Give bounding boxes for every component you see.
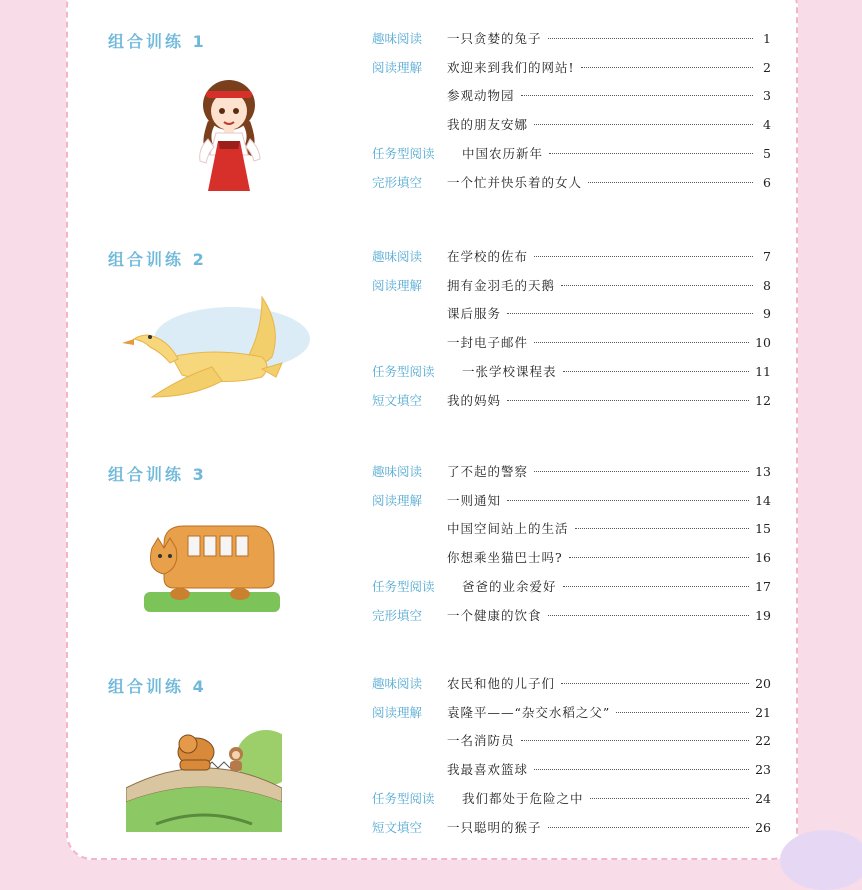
page-number: 26 bbox=[755, 820, 771, 835]
leader-dots bbox=[581, 67, 753, 68]
section-title: 组合训练 2 bbox=[108, 250, 207, 269]
category-label: 短文填空 bbox=[372, 820, 423, 835]
leader-dots bbox=[563, 371, 750, 372]
entry-title: 你想乘坐猫巴士吗? bbox=[447, 550, 563, 565]
leader-dots bbox=[548, 615, 750, 616]
category-label: 阅读理解 bbox=[372, 493, 423, 508]
entry-title: 中国空间站上的生活 bbox=[447, 521, 569, 536]
toc-row[interactable] bbox=[0, 674, 862, 694]
leader-dots bbox=[521, 95, 753, 96]
leader-dots bbox=[521, 740, 750, 741]
leader-dots bbox=[534, 342, 749, 343]
category-label: 任务型阅读 bbox=[372, 364, 435, 379]
toc-row[interactable] bbox=[0, 462, 862, 482]
toc-row[interactable] bbox=[0, 731, 862, 751]
page-number: 10 bbox=[755, 335, 771, 350]
entry-title: 一张学校课程表 bbox=[462, 364, 557, 379]
category-label: 短文填空 bbox=[372, 393, 423, 408]
leader-dots bbox=[507, 500, 749, 501]
page-number: 2 bbox=[763, 60, 771, 75]
entry-title: 我们都处于危险之中 bbox=[462, 791, 584, 806]
toc-row[interactable] bbox=[0, 304, 862, 324]
page-number: 12 bbox=[755, 393, 771, 408]
page-number: 17 bbox=[755, 579, 771, 594]
entry-title: 一则通知 bbox=[447, 493, 502, 508]
leader-dots bbox=[534, 124, 753, 125]
toc-row[interactable] bbox=[0, 333, 862, 353]
page-number: 22 bbox=[755, 733, 771, 748]
category-label: 趣味阅读 bbox=[372, 31, 423, 46]
section-title: 组合训练 4 bbox=[108, 677, 207, 696]
page-number: 8 bbox=[763, 278, 771, 293]
section-title: 组合训练 3 bbox=[108, 465, 207, 484]
toc-row[interactable] bbox=[0, 818, 862, 838]
page-number: 5 bbox=[763, 146, 771, 161]
category-label: 完形填空 bbox=[372, 608, 423, 623]
page-number: 15 bbox=[755, 521, 771, 536]
page-number: 20 bbox=[755, 676, 771, 691]
entry-title: 了不起的警察 bbox=[447, 464, 529, 479]
toc-row[interactable] bbox=[0, 606, 862, 626]
toc-row[interactable] bbox=[0, 247, 862, 267]
leader-dots bbox=[534, 256, 753, 257]
page-number: 3 bbox=[763, 88, 771, 103]
toc-row[interactable] bbox=[0, 115, 862, 135]
entry-title: 农民和他的儿子们 bbox=[447, 676, 556, 691]
entry-title: 参观动物园 bbox=[447, 88, 515, 103]
page-number: 19 bbox=[755, 608, 771, 623]
entry-title: 一封电子邮件 bbox=[447, 335, 529, 350]
toc-row[interactable] bbox=[0, 491, 862, 511]
leader-dots bbox=[507, 400, 749, 401]
leader-dots bbox=[561, 285, 753, 286]
toc-row[interactable] bbox=[0, 548, 862, 568]
leader-dots bbox=[561, 683, 749, 684]
leader-dots bbox=[588, 182, 753, 183]
category-label: 趣味阅读 bbox=[372, 464, 423, 479]
category-label: 完形填空 bbox=[372, 175, 423, 190]
entry-title: 一个忙并快乐着的女人 bbox=[447, 175, 583, 190]
toc-row[interactable] bbox=[0, 58, 862, 78]
entry-title: 一只聪明的猴子 bbox=[447, 820, 542, 835]
category-label: 阅读理解 bbox=[372, 60, 423, 75]
toc-row[interactable] bbox=[0, 86, 862, 106]
toc-row[interactable] bbox=[0, 29, 862, 49]
leader-dots bbox=[563, 586, 750, 587]
category-label: 任务型阅读 bbox=[372, 146, 435, 161]
page-number: 16 bbox=[755, 550, 771, 565]
toc-row[interactable] bbox=[0, 276, 862, 296]
page-number: 21 bbox=[755, 705, 771, 720]
entry-title: 我最喜欢篮球 bbox=[447, 762, 529, 777]
entry-title: 我的妈妈 bbox=[447, 393, 502, 408]
page-number: 7 bbox=[763, 249, 771, 264]
page-number: 6 bbox=[763, 175, 771, 190]
page-number: 13 bbox=[755, 464, 771, 479]
leader-dots bbox=[590, 798, 750, 799]
toc-row[interactable] bbox=[0, 144, 862, 164]
toc-row[interactable] bbox=[0, 789, 862, 809]
entry-title: 爸爸的业余爱好 bbox=[462, 579, 557, 594]
category-label: 趣味阅读 bbox=[372, 249, 423, 264]
page-number: 1 bbox=[763, 31, 771, 46]
category-label: 趣味阅读 bbox=[372, 676, 423, 691]
page-number: 11 bbox=[755, 364, 771, 379]
entry-title: 欢迎来到我们的网站! bbox=[447, 60, 575, 75]
leader-dots bbox=[569, 557, 749, 558]
page-number: 9 bbox=[763, 306, 771, 321]
entry-title: 中国农历新年 bbox=[462, 146, 544, 161]
entry-title: 一只贪婪的兔子 bbox=[447, 31, 542, 46]
leader-dots bbox=[548, 827, 750, 828]
decorative-blob bbox=[780, 830, 862, 890]
entry-title: 我的朋友安娜 bbox=[447, 117, 529, 132]
leader-dots bbox=[548, 38, 753, 39]
entry-title: 在学校的佐布 bbox=[447, 249, 529, 264]
category-label: 阅读理解 bbox=[372, 705, 423, 720]
toc-row[interactable] bbox=[0, 391, 862, 411]
leader-dots bbox=[549, 153, 753, 154]
page-number: 14 bbox=[755, 493, 771, 508]
toc-row[interactable] bbox=[0, 362, 862, 382]
leader-dots bbox=[534, 471, 749, 472]
leader-dots bbox=[616, 712, 749, 713]
category-label: 任务型阅读 bbox=[372, 791, 435, 806]
leader-dots bbox=[575, 528, 750, 529]
toc-row[interactable] bbox=[0, 577, 862, 597]
toc-row[interactable] bbox=[0, 173, 862, 193]
toc-row[interactable] bbox=[0, 519, 862, 539]
entry-title: 一名消防员 bbox=[447, 733, 515, 748]
entry-title: 拥有金羽毛的天鹅 bbox=[447, 278, 556, 293]
leader-dots bbox=[534, 769, 749, 770]
entry-title: 袁隆平——“杂交水稻之父” bbox=[447, 705, 611, 720]
page-number: 23 bbox=[755, 762, 771, 777]
leader-dots bbox=[507, 313, 753, 314]
section-title: 组合训练 1 bbox=[108, 32, 207, 51]
entry-title: 课后服务 bbox=[447, 306, 502, 321]
page-number: 4 bbox=[763, 117, 771, 132]
entry-title: 一个健康的饮食 bbox=[447, 608, 542, 623]
category-label: 阅读理解 bbox=[372, 278, 423, 293]
toc-row[interactable] bbox=[0, 760, 862, 780]
page-number: 24 bbox=[755, 791, 771, 806]
category-label: 任务型阅读 bbox=[372, 579, 435, 594]
toc-row[interactable] bbox=[0, 703, 862, 723]
